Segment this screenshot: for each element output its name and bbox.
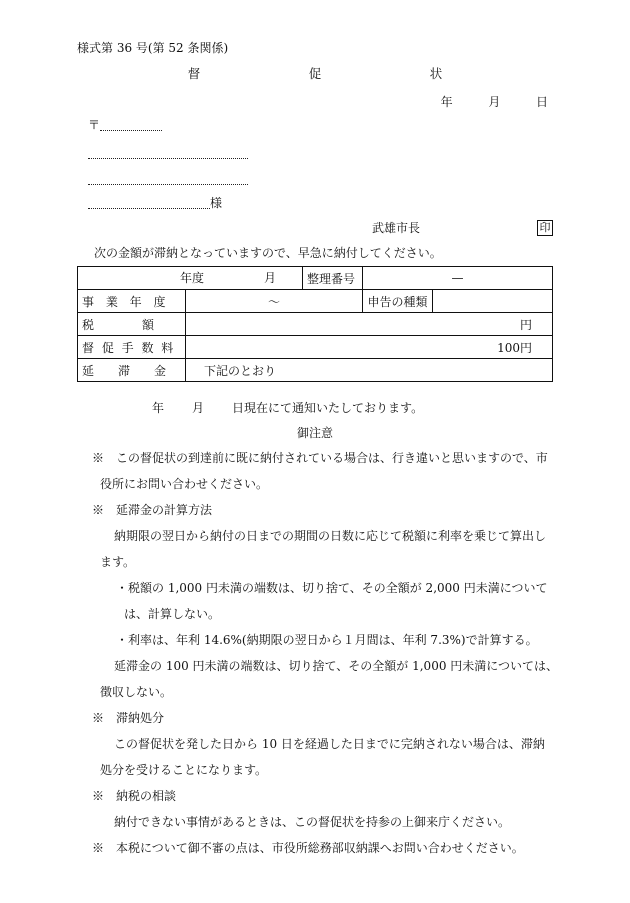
- ref-number-label-cell: [303, 267, 363, 290]
- caution-line: 徴収しない。: [100, 685, 173, 699]
- form-number: 様式第 36 号(第 52 条関係): [77, 41, 229, 55]
- caution-line: 役所にお問い合わせください。: [100, 477, 269, 491]
- caution-line: ※ 延滞金の計算方法: [92, 503, 213, 517]
- notice-text: 日現在にて通知いたしております。: [232, 401, 424, 415]
- notice-month: 月: [192, 401, 205, 415]
- postal-code-line: [88, 118, 162, 131]
- caution-line: この督促状を発した日から 10 日を経過した日までに完納されない場合は、滞納: [114, 737, 545, 751]
- tax-amount-value: 円: [186, 313, 553, 336]
- caution-line: 延滞金の 100 円未満の端数は、切り捨て、その全額が 1,000 円未満については、: [114, 659, 559, 673]
- business-year-label: 事 業 年 度: [78, 290, 186, 313]
- caution-line: 処分を受けることになります。: [100, 763, 268, 777]
- late-fee-label: 延 滞 金: [78, 359, 186, 382]
- ref-number-label: 整理番号: [307, 271, 356, 286]
- reminder-fee-label: 督 促 手 数 料: [78, 336, 186, 359]
- report-type-value: [433, 290, 553, 313]
- caution-line: ※ 本税について御不審の点は、市役所総務部収納課へお問い合わせください。: [92, 841, 524, 855]
- date-day-label: 日: [535, 95, 548, 109]
- postal-code-blank: [100, 118, 162, 131]
- honorific: 様: [210, 196, 223, 210]
- address-line-2: [88, 172, 248, 185]
- date-month-label: 月: [488, 95, 501, 109]
- tax-amount-label: 税 額: [78, 313, 186, 336]
- fiscal-year-cell: [78, 267, 303, 290]
- issuer-name: 武雄市長: [372, 221, 421, 235]
- report-type-label: 申告の種類: [363, 290, 433, 313]
- issue-date: [441, 96, 548, 108]
- table-row: [78, 313, 553, 336]
- business-year-range: ～: [186, 290, 363, 313]
- late-fee-value: 下記のとおり: [186, 359, 553, 382]
- caution-line: ・税額の 1,000 円未満の端数は、切り捨て、その全額が 2,000 円未満について: [116, 581, 548, 595]
- page-title: 督 促 状: [187, 66, 491, 81]
- reminder-fee-value: 100円: [186, 336, 553, 359]
- caution-line: ます。: [100, 555, 136, 569]
- caution-line: 納付できない事情があるときは、この督促状を持参の上御来庁ください。: [114, 815, 511, 829]
- year-label: 年度: [180, 271, 205, 285]
- table-row: [78, 267, 553, 290]
- cautions-title: 御注意: [296, 426, 333, 440]
- caution-line: ※ 納税の相談: [92, 789, 177, 803]
- postal-mark: 〒: [88, 118, 101, 132]
- seal-mark: 印: [537, 220, 553, 236]
- recipient-name-line: [88, 196, 222, 209]
- intro-text: 次の金額が滞納となっていますので、早急に納付してください。: [94, 246, 442, 260]
- caution-line: ※ 滞納処分: [92, 711, 165, 725]
- tax-details-table: [77, 266, 553, 382]
- caution-line: は、計算しない。: [124, 607, 221, 621]
- recipient-name-blank: [88, 196, 210, 209]
- address-line-1: [88, 146, 248, 159]
- caution-line: ※ この督促状の到達前に既に納付されている場合は、行き違いと思いますので、市: [92, 451, 548, 465]
- table-row: [78, 336, 553, 359]
- notice-date-line: [152, 402, 423, 414]
- month-label: 月: [264, 271, 277, 285]
- date-year-label: 年: [440, 95, 453, 109]
- notice-year: 年: [152, 401, 165, 415]
- caution-line: 納期限の翌日から納付の日までの期間の日数に応じて税額に利率を乗じて算出し: [114, 529, 547, 543]
- ref-number-value: —: [363, 267, 553, 290]
- caution-line: ・利率は、年利 14.6%(納期限の翌日から１月間は、年利 7.3%)で計算する。: [116, 633, 538, 647]
- table-row: [78, 290, 553, 313]
- table-row: [78, 359, 553, 382]
